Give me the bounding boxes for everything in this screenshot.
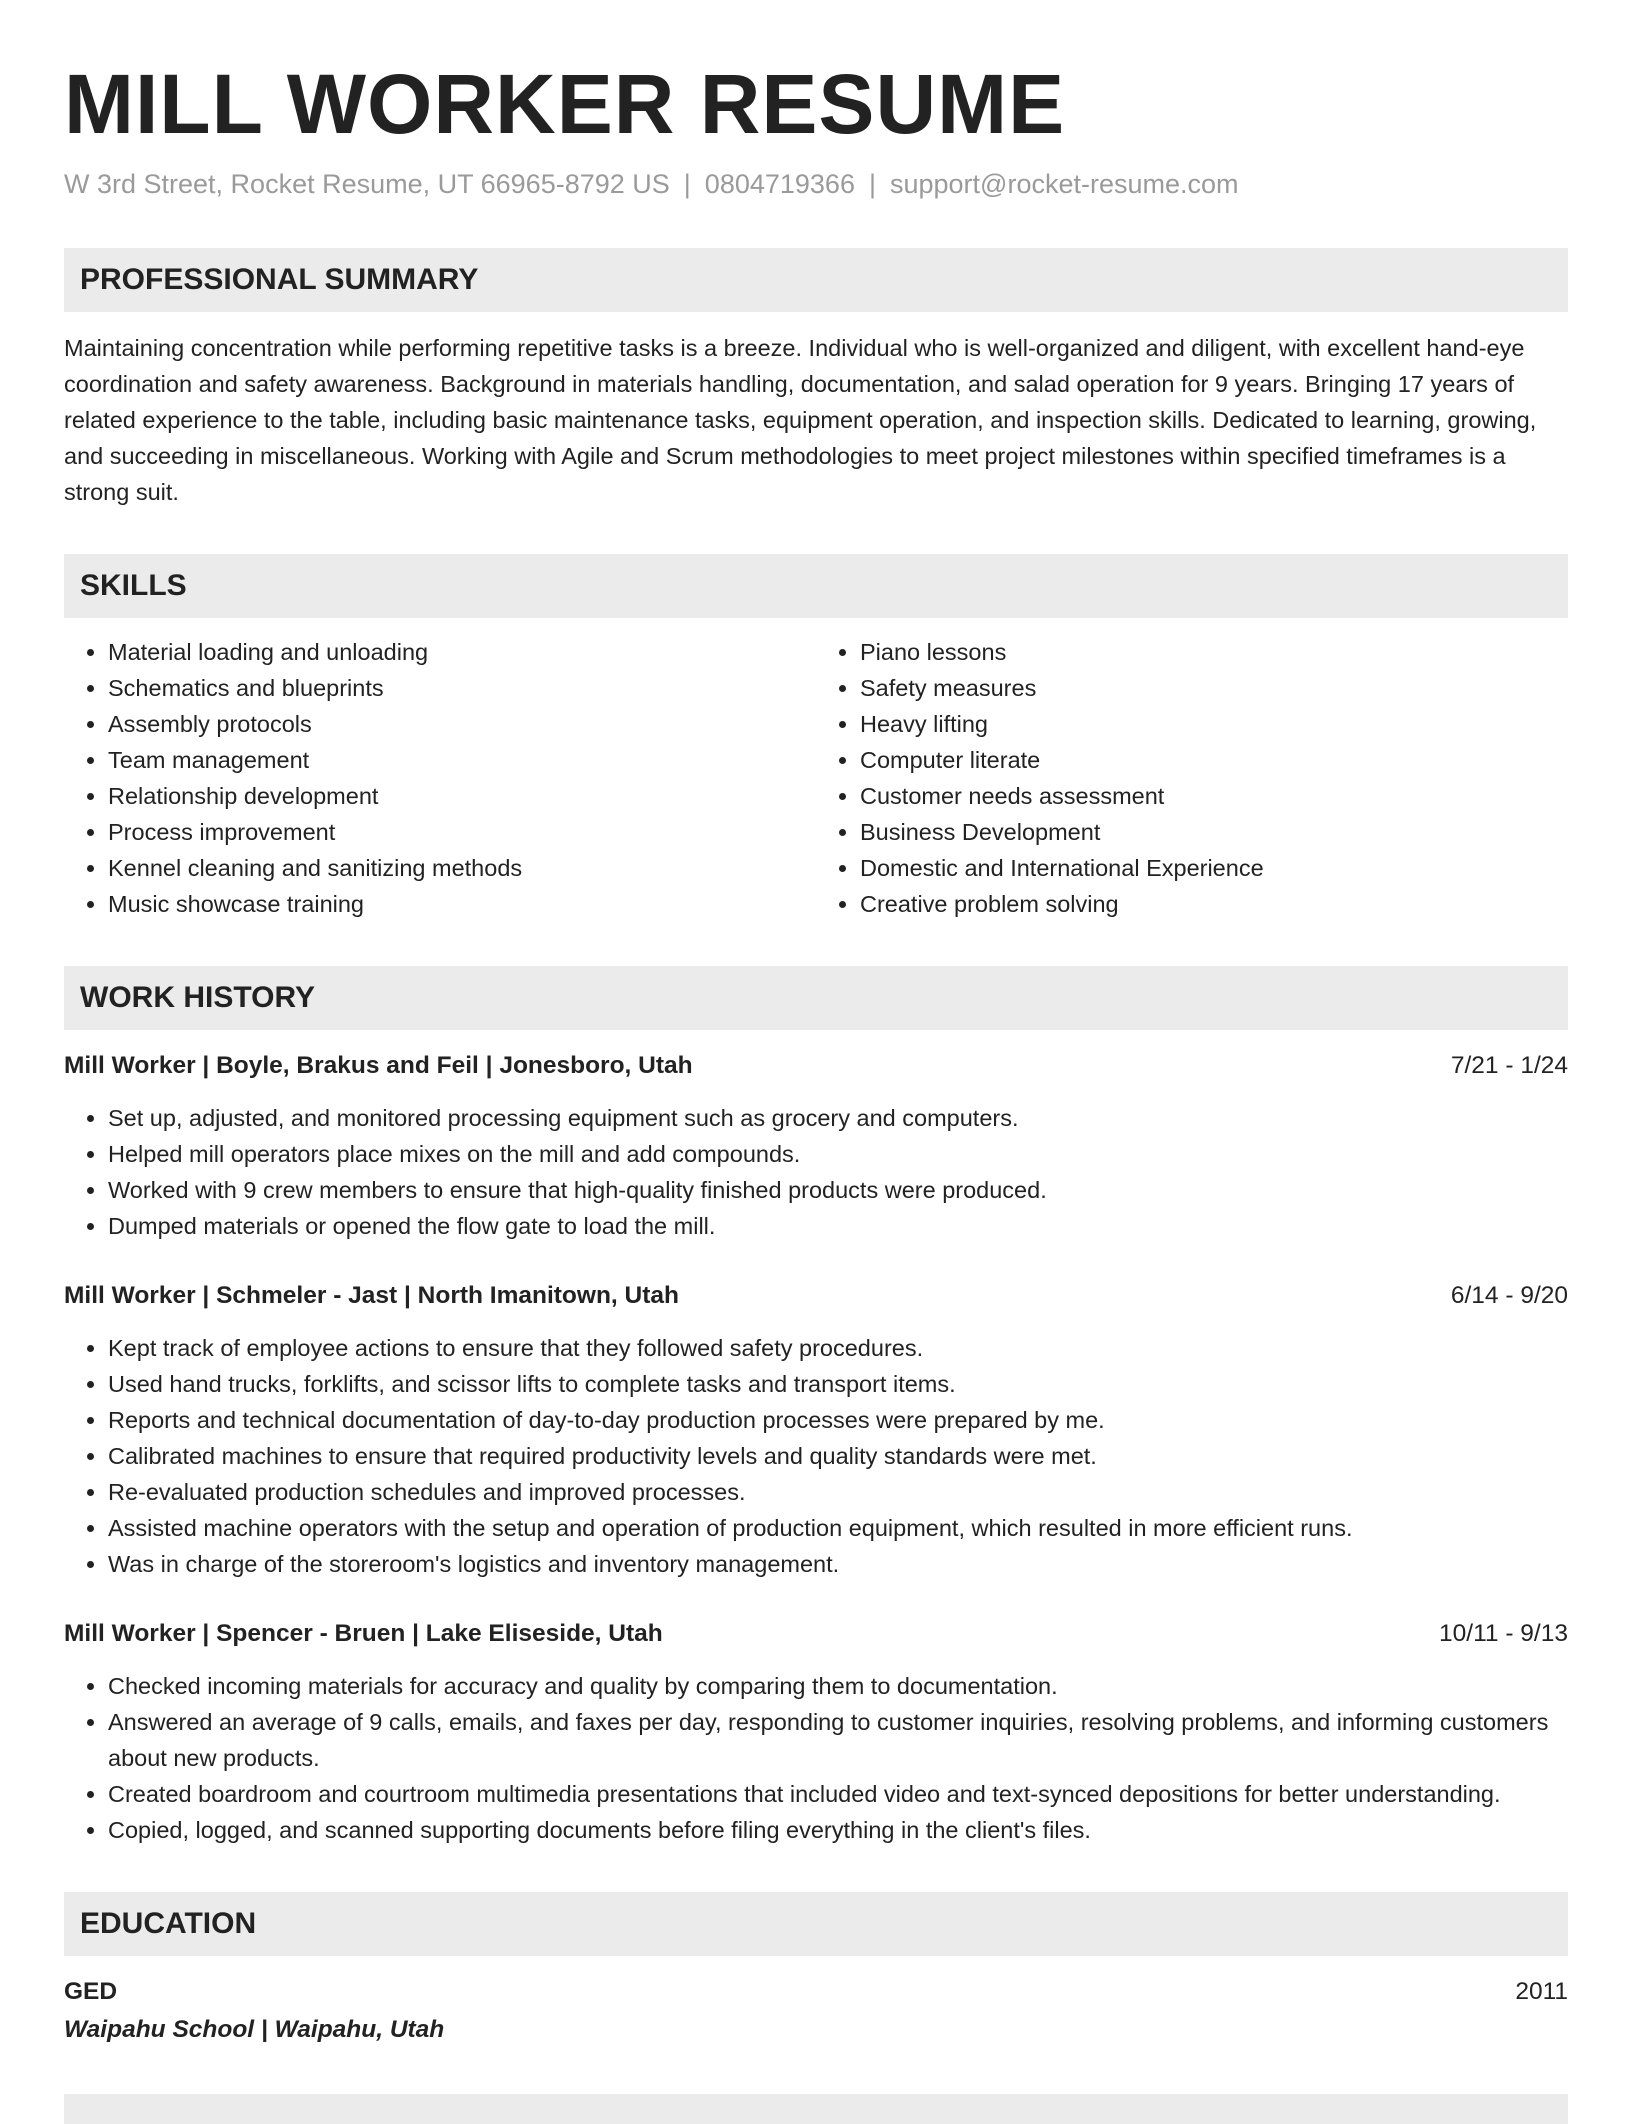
skill-item: • Customer needs assessment — [860, 778, 1568, 814]
resume-title: MILL WORKER RESUME — [64, 57, 1066, 151]
section-header-work-history: WORK HISTORY — [64, 966, 1568, 1030]
skills-list — [64, 634, 1568, 922]
skill-item: • Creative problem solving — [860, 886, 1568, 922]
job-bullet: • Calibrated machines to ensure that required productivity levels and quality standards were met. — [108, 1438, 1568, 1474]
education-degree: GED — [64, 1978, 118, 2005]
job-dates: 10/11 - 9/13 — [1439, 1620, 1568, 1647]
job-header — [64, 1048, 1568, 1084]
skill-item: • Material loading and unloading — [108, 634, 816, 670]
job-bullet: • Assisted machine operators with the setup and operation of production equipment, which resulted in more efficient runs. — [108, 1510, 1568, 1546]
contact-phone: 0804719366 — [704, 169, 855, 199]
job-bullet: • Created boardroom and courtroom multimedia presentations that included video and text-synced depositions for better understanding. — [108, 1776, 1568, 1812]
skill-item: • Business Development — [860, 814, 1568, 850]
skill-item: • Schematics and blueprints — [108, 670, 816, 706]
job-bullets — [64, 1668, 1568, 1848]
skill-item: • Kennel cleaning and sanitizing methods — [108, 850, 816, 886]
skills-column-left — [64, 634, 816, 922]
job-bullet: • Re-evaluated production schedules and improved processes. — [108, 1474, 1568, 1510]
skills-column-right — [816, 634, 1568, 922]
education-entry — [64, 1974, 1568, 2048]
skill-item: • Piano lessons — [860, 634, 1568, 670]
contact-address: W 3rd Street, Rocket Resume, UT 66965-8792 US — [64, 169, 670, 199]
job-bullet: • Helped mill operators place mixes on the mill and add compounds. — [108, 1136, 1568, 1172]
job-bullet: • Was in charge of the storeroom's logistics and inventory management. — [108, 1546, 1568, 1582]
section-header-skills: SKILLS — [64, 554, 1568, 618]
job-bullet: • Worked with 9 crew members to ensure that high-quality finished products were produced. — [108, 1172, 1568, 1208]
job-title: Mill Worker | Boyle, Brakus and Feil | Jonesboro, Utah — [64, 1052, 693, 1079]
job-bullets — [64, 1330, 1568, 1582]
job-entry — [64, 1278, 1568, 1582]
job-bullet: • Set up, adjusted, and monitored processing equipment such as grocery and computers. — [108, 1100, 1568, 1136]
job-bullet: • Checked incoming materials for accuracy and quality by comparing them to documentation. — [108, 1668, 1568, 1704]
job-bullets — [64, 1100, 1568, 1244]
contact-line — [64, 164, 1568, 204]
skill-item: • Safety measures — [860, 670, 1568, 706]
job-bullet: • Copied, logged, and scanned supporting documents before filing everything in the client's files. — [108, 1812, 1568, 1848]
education-header — [64, 1974, 1568, 2010]
job-title: Mill Worker | Schmeler - Jast | North Imanitown, Utah — [64, 1282, 679, 1309]
skill-item: • Computer literate — [860, 742, 1568, 778]
education-year: 2011 — [1515, 1978, 1568, 2005]
job-bullet: • Used hand trucks, forklifts, and scissor lifts to complete tasks and transport items. — [108, 1366, 1568, 1402]
job-bullet: • Kept track of employee actions to ensure that they followed safety procedures. — [108, 1330, 1568, 1366]
job-bullet: • Answered an average of 9 calls, emails, and faxes per day, responding to customer inquiries, resolving problems, and informing customers about new products. — [108, 1704, 1568, 1776]
job-bullet: • Dumped materials or opened the flow gate to load the mill. — [108, 1208, 1568, 1244]
skill-item: • Process improvement — [108, 814, 816, 850]
contact-email: support@rocket-resume.com — [889, 169, 1239, 199]
skill-item: • Domestic and International Experience — [860, 850, 1568, 886]
contact-separator: | — [868, 169, 876, 199]
skill-item: • Relationship development — [108, 778, 816, 814]
job-header — [64, 1616, 1568, 1652]
skill-item: • Team management — [108, 742, 816, 778]
next-section-header-bar — [64, 2094, 1568, 2124]
job-dates: 7/21 - 1/24 — [1450, 1052, 1568, 1079]
contact-separator: | — [683, 169, 691, 199]
education-school: Waipahu School | Waipahu, Utah — [64, 2016, 445, 2043]
job-dates: 6/14 - 9/20 — [1450, 1282, 1568, 1309]
summary-text: Maintaining concentration while performing repetitive tasks is a breeze. Individual who is well-organized and diligent, with excellent hand-eye coordination and safety awareness. Background in materials handling, documentation, and salad operation for 9 years. Bringing 17 years of related experience to the table, including basic maintenance tasks, equipment operation, and inspection skills. Dedicated to learning, growing, and succeeding in miscellaneous. Working with Agile and Scrum methodologies to meet project milestones within specified timeframes is a strong suit. — [64, 335, 1537, 505]
section-header-education: EDUCATION — [64, 1892, 1568, 1956]
skill-item: • Assembly protocols — [108, 706, 816, 742]
section-header-summary: PROFESSIONAL SUMMARY — [64, 248, 1568, 312]
job-title: Mill Worker | Spencer - Bruen | Lake Eliseside, Utah — [64, 1620, 663, 1647]
skill-item: • Music showcase training — [108, 886, 816, 922]
skill-item: • Heavy lifting — [860, 706, 1568, 742]
job-entry — [64, 1616, 1568, 1848]
job-header — [64, 1278, 1568, 1314]
job-entry — [64, 1048, 1568, 1244]
job-bullet: • Reports and technical documentation of day-to-day production processes were prepared by me. — [108, 1402, 1568, 1438]
